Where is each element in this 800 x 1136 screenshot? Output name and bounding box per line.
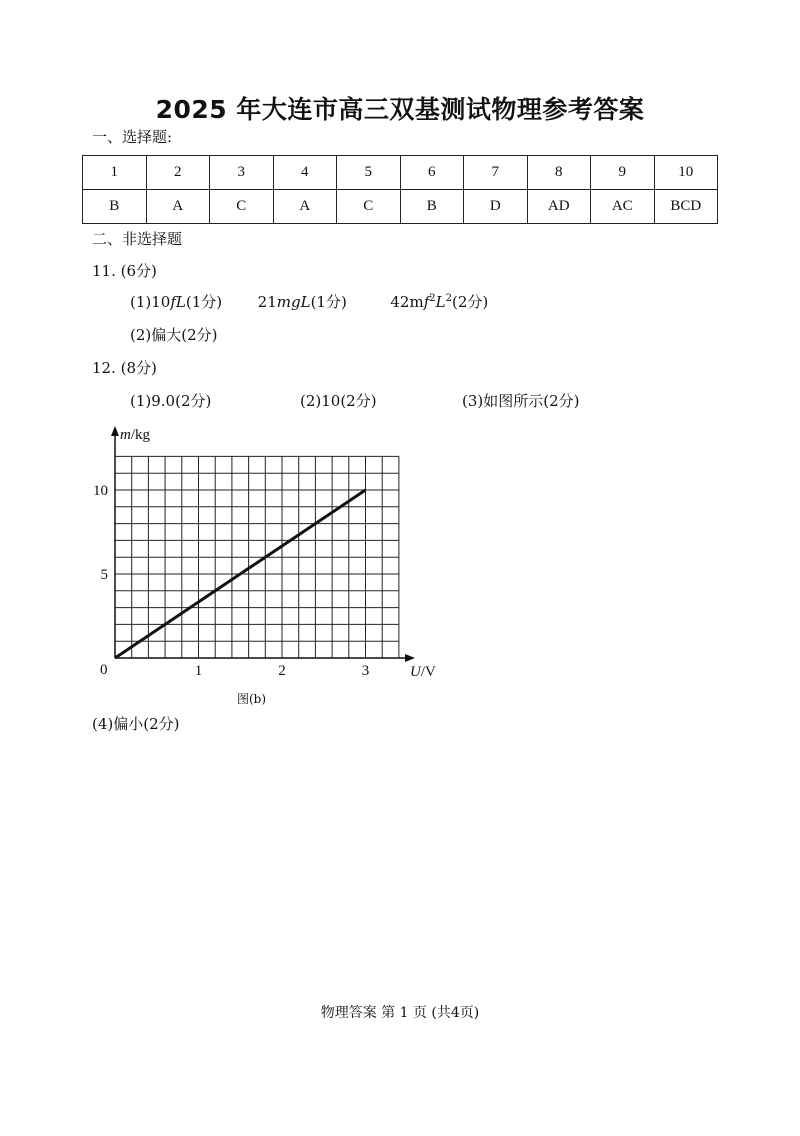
- figure-caption: 图(b): [237, 692, 267, 706]
- answer-cell: A: [146, 190, 210, 224]
- answer-cell: B: [400, 190, 464, 224]
- q11-answer3-sup2: 2: [445, 293, 452, 304]
- q11-answer2-points: (1分): [310, 293, 347, 311]
- q11-answer1-points: (1分): [185, 293, 223, 311]
- q12-part4: (4)偏小(2分): [92, 715, 180, 733]
- q12-part2: (2)10(2分): [300, 392, 377, 410]
- question-number-cell: 7: [464, 156, 528, 190]
- q12-header: 12. (8分): [92, 359, 157, 377]
- q11-answer3-sup: 2: [429, 293, 436, 304]
- y-axis-arrow-icon: [111, 426, 119, 436]
- q11-part1: [130, 291, 488, 312]
- answer-cell: A: [273, 190, 337, 224]
- q12-part1: (1)9.0(2分): [130, 392, 212, 410]
- answer-cell: B: [83, 190, 147, 224]
- section-nonchoice-heading: 二、非选择题: [92, 230, 183, 248]
- answer-table-answer-row: [83, 190, 718, 224]
- question-number-cell: 5: [337, 156, 401, 190]
- q11-answer3-var2: L: [435, 293, 446, 311]
- q11-header: 11. (6分): [92, 262, 157, 280]
- x-axis-label: U/V: [410, 664, 436, 680]
- m-u-graph: [80, 420, 460, 688]
- q11-answer3-var: f: [423, 293, 430, 311]
- y-axis-label: m/kg: [120, 427, 151, 443]
- answer-table: [82, 155, 718, 224]
- y-tick-label: 5: [100, 567, 108, 583]
- page-footer: 物理答案 第 1 页 (共4页): [320, 1005, 480, 1021]
- question-number-cell: 8: [527, 156, 591, 190]
- section-choice-heading: 一、选择题:: [92, 128, 173, 146]
- q11-answer1-num: 10: [151, 293, 171, 311]
- y-tick-label: 10: [93, 483, 108, 499]
- q11-part2: (2)偏大(2分): [130, 326, 218, 344]
- origin-label: 0: [100, 662, 108, 678]
- q11-answer3-points: (2分): [451, 293, 489, 311]
- question-number-cell: 3: [210, 156, 274, 190]
- x-tick-label: 3: [361, 663, 370, 679]
- question-number-cell: 2: [146, 156, 210, 190]
- x-axis-arrow-icon: [405, 654, 415, 662]
- answer-cell: C: [210, 190, 274, 224]
- page-title: 2025 年大连市高三双基测试物理参考答案: [155, 95, 645, 124]
- q12-part3: (3)如图所示(2分): [462, 392, 580, 410]
- question-number-cell: 4: [273, 156, 337, 190]
- answer-cell: D: [464, 190, 528, 224]
- q11-answer2-var: mgL: [276, 293, 311, 311]
- answer-cell: AC: [591, 190, 655, 224]
- q11-answer3-num: 42m: [390, 293, 424, 311]
- answer-cell: C: [337, 190, 401, 224]
- answer-table-number-row: [83, 156, 718, 190]
- q11-answer1-var: fL: [170, 293, 186, 311]
- question-number-cell: 9: [591, 156, 655, 190]
- question-number-cell: 6: [400, 156, 464, 190]
- question-number-cell: 10: [654, 156, 718, 190]
- q11-part1-label: (1): [130, 293, 152, 311]
- x-tick-label: 2: [278, 663, 286, 679]
- question-number-cell: 1: [83, 156, 147, 190]
- x-tick-label: 1: [194, 663, 203, 679]
- answer-cell: AD: [527, 190, 591, 224]
- answer-cell: BCD: [654, 190, 718, 224]
- q11-answer2-num: 21: [257, 293, 277, 311]
